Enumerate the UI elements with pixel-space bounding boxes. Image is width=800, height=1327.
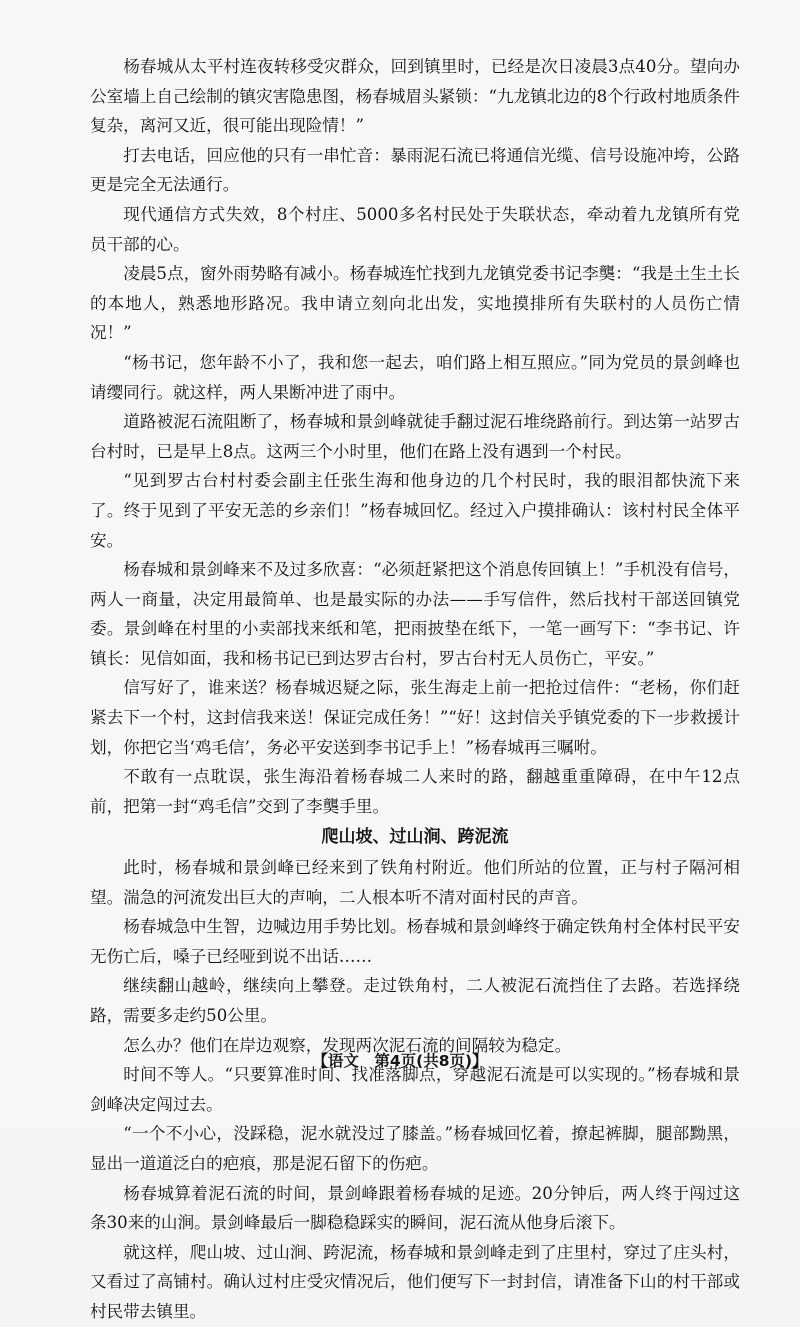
paragraph: 杨春城算着泥石流的时间，景剑峰跟着杨春城的足迹。20分钟后，两人终于闯过这条30来的山涧。景剑峰最后一脚稳稳踩实的瞬间，泥石流从他身后滚下。 — [90, 1183, 740, 1233]
section-heading: 爬山坡、过山涧、跨泥流 — [321, 827, 509, 848]
paragraph: 打去电话，回应他的只有一串忙音：暴雨泥石流已将通信光缆、信号设施冲垮，公路更是完全无法通行。 — [90, 145, 740, 195]
paragraph: “一个不小心，没踩稳，泥水就没过了膝盖。”杨春城回忆着，撩起裤脚，腿部黝黑，显出一道道泛白的疤痕，那是泥石留下的伤疤。 — [90, 1124, 740, 1173]
paragraph: “杨书记，您年龄不小了，我和您一起去，咱们路上相互照应。”同为党员的景剑峰也请缨同行。就这样，两人果断冲进了雨中。 — [90, 352, 740, 402]
paragraph: 怎么办？他们在岸边观察，发现两次泥石流的间隔较为稳定。 — [123, 1035, 572, 1055]
paragraph: 就这样，爬山坡、过山涧、跨泥流，杨春城和景剑峰走到了庄里村，穿过了庄头村，又看过了高铺村。确认过村庄受灾情况后，他们便写下一封封信，请准备下山的村干部或村民带去镇里。 — [90, 1242, 740, 1321]
paragraph: 凌晨5点，窗外雨势略有减小。杨春城连忙找到九龙镇党委书记李龑：“我是土生土长的本地人，熟悉地形路况。我申请立刻向北出发，实地摸排所有失联村的人员伤亡情况！” — [90, 264, 740, 343]
paragraph: 杨春城急中生智，边喊边用手势比划。杨春城和景剑峰终于确定铁角村全体村民平安无伤亡后，嗓子已经哑到说不出话…… — [90, 917, 740, 966]
paragraph: 信写好了，谁来送？杨春城迟疑之际，张生海走上前一把抢过信件：“老杨，你们赶紧去下一个村，这封信我来送！保证完成任务！”“好！这封信关乎镇党委的下一步救援计划，你把它当‘鸡毛信’，务必平安送到李书记手上！”杨春城再三嘱咐。 — [90, 678, 740, 757]
paragraph: 杨春城和景剑峰来不及过多欣喜：“必须赶紧把这个消息传回镇上！”手机没有信号，两人一商量，决定用最简单、也是最实际的办法——手写信件，然后找村干部送回镇党委。景剑峰在村里的小卖部找来纸和笔，把雨披垫在纸下，一笔一画写下：“李书记、许镇长：见信如面，我和杨书记已到达罗古台村，罗古台村无人员伤亡，平安。” — [90, 560, 740, 668]
paragraph: 道路被泥石流阻断了，杨春城和景剑峰就徒手翻过泥石堆绕路前行。到达第一站罗古台村时，已是早上8点。这两三个小时里，他们在路上没有遇到一个村民。 — [90, 412, 740, 461]
paragraph: 此时，杨春城和景剑峰已经来到了铁角村附近。他们所站的位置，正与村子隔河相望。湍急的河流发出巨大的声响，二人根本听不清对面村民的声音。 — [90, 858, 740, 907]
page-footer: 【语文 第4页(共8页)】 — [312, 1052, 488, 1070]
paragraph: 杨春城从太平村连夜转移受灾群众，回到镇里时，已经是次日凌晨3点40分。望向办公室墙上自己绘制的镇灾害隐患图，杨春城眉头紧锁：“九龙镇北边的8个行政村地质条件复杂，离河又近，很可能出现险情！” — [90, 57, 740, 136]
article-body — [90, 52, 740, 1327]
paragraph: 不敢有一点耽误，张生海沿着杨春城二人来时的路，翻越重重障碍，在中午12点前，把第一封“鸡毛信”交到了李龑手里。 — [90, 767, 740, 816]
paragraph: 现代通信方式失效，8个村庄、5000多名村民处于失联状态，牵动着九龙镇所有党员干部的心。 — [90, 204, 740, 254]
paragraph: 时间不等人。“只要算准时间、找准落脚点，穿越泥石流是可以实现的。”杨春城和景剑峰决定闯过去。 — [90, 1065, 740, 1114]
paragraph: “见到罗古台村村委会副主任张生海和他身边的几个村民时，我的眼泪都快流下来了。终于见到了平安无恙的乡亲们！”杨春城回忆。经过入户摸排确认：该村村民全体平安。 — [90, 471, 740, 550]
paragraph: 继续翻山越岭，继续向上攀登。走过铁角村，二人被泥石流挡住了去路。若选择绕路，需要多走约50公里。 — [90, 976, 740, 1025]
